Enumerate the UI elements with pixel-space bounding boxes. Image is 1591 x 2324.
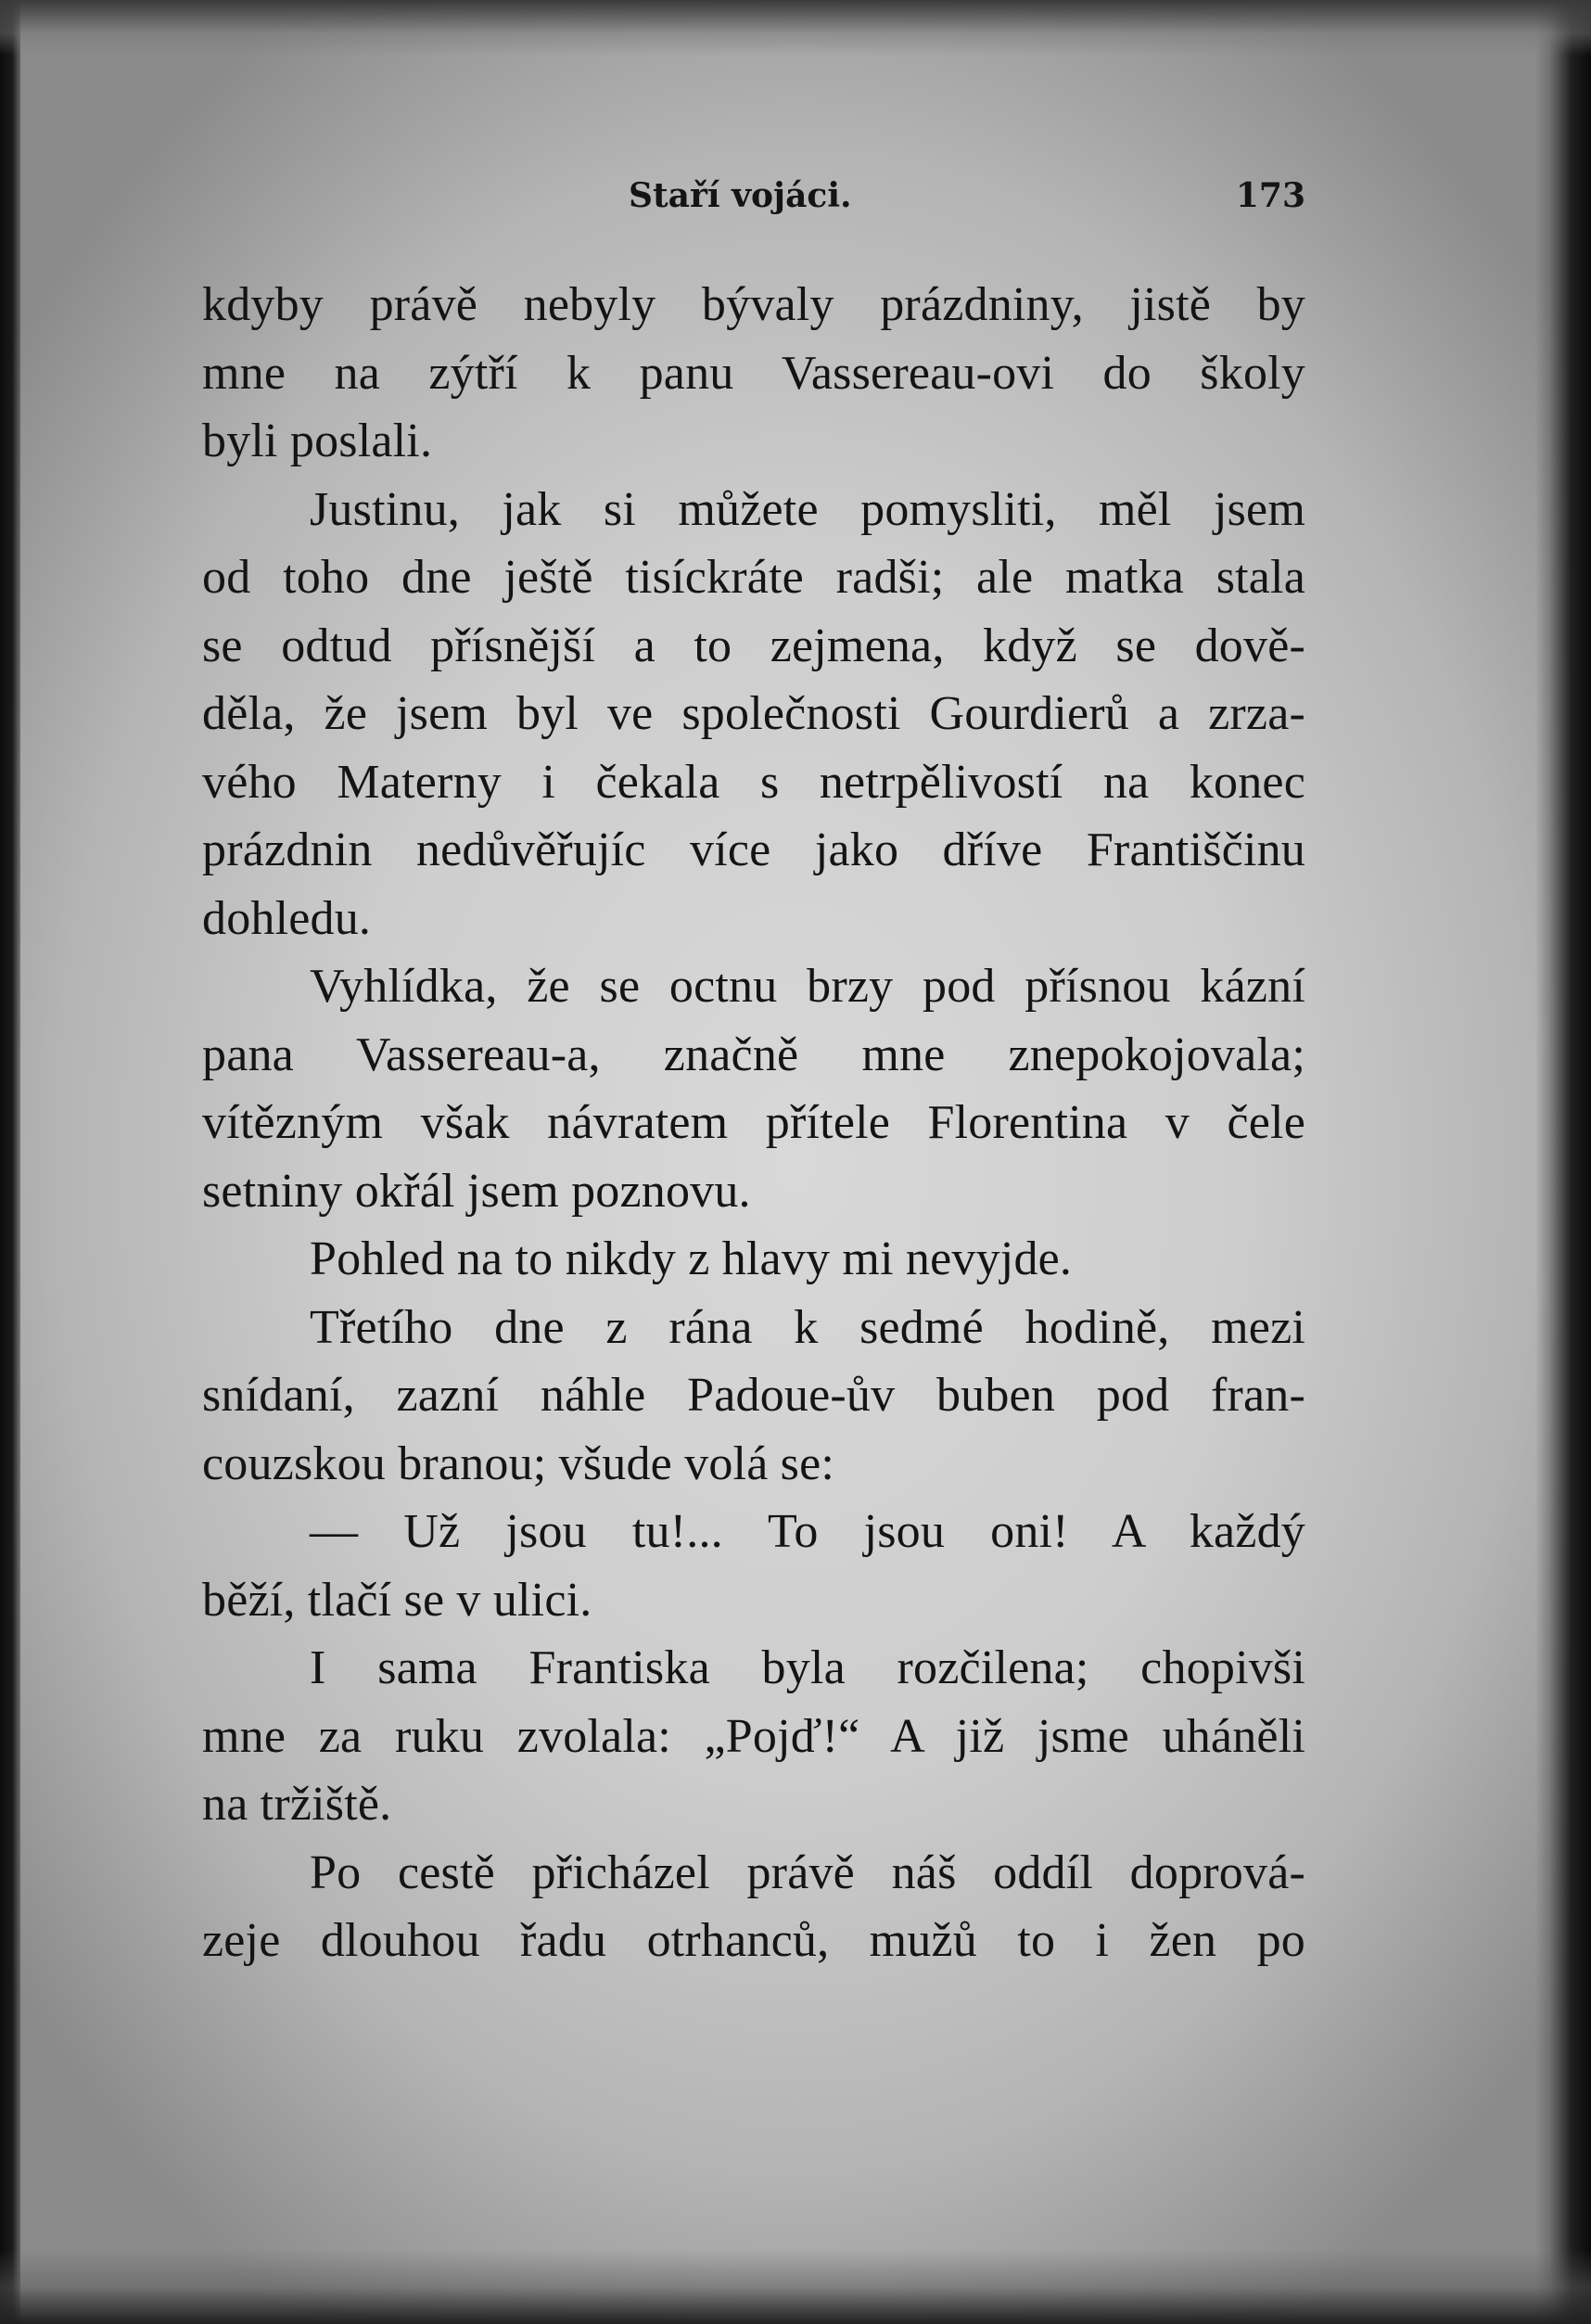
text-line: — Už jsou tu!... To jsou oni! A každý (310, 1505, 1305, 1558)
body-text (202, 271, 1305, 1975)
text-line: mne na zýtří k panu Vassereau-ovi do školy (202, 346, 1305, 400)
text-line: Pohled na to nikdy z hlavy mi nevyjde. (310, 1232, 1073, 1285)
text-line: vého Materny i čekala s netrpělivostí na konec (202, 755, 1305, 809)
text-line: dohledu. (202, 891, 372, 945)
text-line: se odtud přísnější a to zejmena, když se dově- (202, 619, 1305, 672)
running-head (202, 167, 1305, 232)
text-line: Justinu, jak si můžete pomysliti, měl jsem (310, 482, 1305, 536)
text-line: kdyby právě nebyly bývaly prázdniny, jistě by (202, 278, 1305, 331)
text-line: Po cestě přicházel právě náš oddíl doprová- (310, 1845, 1305, 1899)
text-line: setniny okřál jsem poznovu. (202, 1164, 751, 1218)
text-line: mne za ruku zvolala: „Pojď!“ A již jsme uháněli (202, 1709, 1305, 1763)
page-edge-shadow-top (0, 0, 1591, 56)
text-line: prázdnin nedůvěřujíc více jako dříve Františčinu (202, 824, 1305, 876)
page-edge-shadow-right (1535, 0, 1591, 2324)
text-line: na tržiště. (202, 1778, 392, 1831)
page-edge-shadow-bottom (0, 2250, 1591, 2324)
text-line: byli poslali. (202, 415, 433, 467)
text-line: I sama Frantiska byla rozčilena; chopivši (310, 1641, 1305, 1694)
book-page (202, 167, 1305, 1975)
text-line: vítězným však návratem přítele Florentina v čele (202, 1096, 1305, 1149)
text-line: děla, že jsem byl ve společnosti Gourdierů a zrza- (202, 687, 1305, 740)
page-number: 173 (1235, 176, 1305, 215)
text-line: snídaní, zazní náhle Padoue-ův buben pod fran- (202, 1369, 1305, 1422)
running-title: Staří vojáci. (629, 176, 852, 215)
text-line: od toho dne ještě tisíckráte radši; ale matka stala (202, 551, 1305, 604)
page-edge-shadow-left (0, 0, 20, 2324)
text-line: Vyhlídka, že se octnu brzy pod přísnou kázní (310, 960, 1305, 1013)
text-line: běží, tlačí se v ulici. (202, 1573, 592, 1627)
text-line: couzskou branou; všude volá se: (202, 1437, 835, 1490)
text-line: Třetího dne z rána k sedmé hodině, mezi (310, 1300, 1305, 1354)
text-line: pana Vassereau-a, značně mne znepokojovala; (202, 1028, 1305, 1081)
text-line: zeje dlouhou řadu otrhanců, mužů to i žen po (202, 1914, 1305, 1967)
